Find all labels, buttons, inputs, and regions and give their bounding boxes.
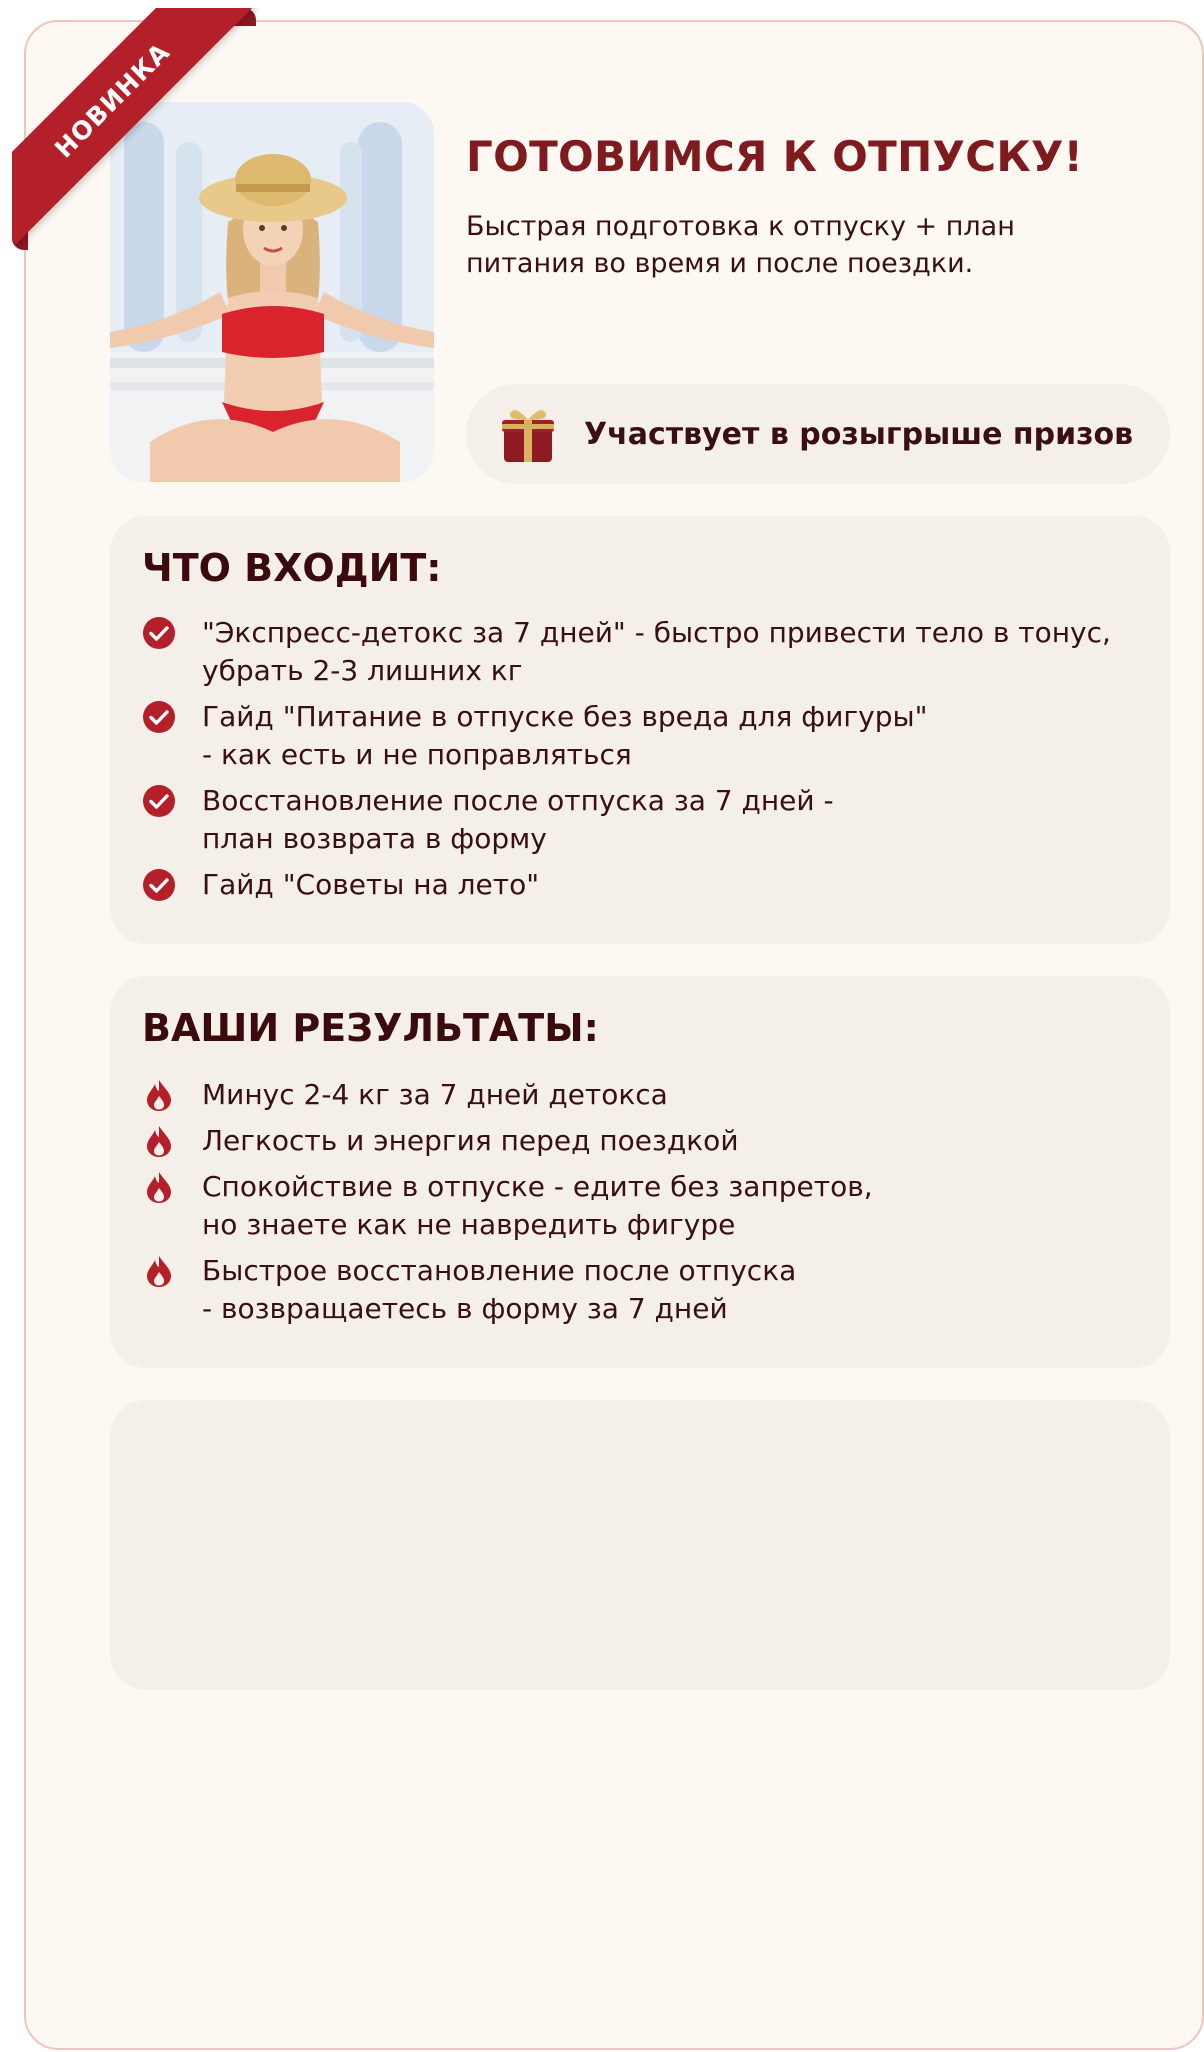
includes-panel bbox=[110, 516, 1170, 944]
list-item bbox=[142, 866, 1150, 904]
new-badge-label: НОВИНКА bbox=[48, 36, 176, 164]
list-item-text: "Экспресс-детокс за 7 дней" - быстро привести тело в тонус, убрать 2-3 лишних кг bbox=[202, 616, 1111, 687]
list-item bbox=[142, 698, 1150, 774]
page-title: ГОТОВИМСЯ К ОТПУСКУ! bbox=[466, 132, 1084, 181]
prize-pill bbox=[466, 384, 1170, 484]
flame-icon bbox=[142, 1078, 176, 1112]
new-badge bbox=[12, 8, 262, 258]
list-item bbox=[142, 1252, 1150, 1328]
flame-icon bbox=[142, 1254, 176, 1288]
list-item bbox=[142, 782, 1150, 858]
empty-panel bbox=[110, 1400, 1170, 1690]
product-card bbox=[24, 20, 1204, 2050]
list-item bbox=[142, 614, 1150, 690]
page-subtitle: Быстрая подготовка к отпуску + план питания во время и после поездки. bbox=[466, 211, 1015, 279]
list-item-text: Восстановление после отпуска за 7 дней - план возврата в форму bbox=[202, 784, 834, 855]
list-item-text: Легкость и энергия перед поездкой bbox=[202, 1124, 739, 1157]
check-circle-icon bbox=[142, 616, 176, 650]
check-circle-icon bbox=[142, 868, 176, 902]
list-item bbox=[142, 1122, 1150, 1160]
includes-list bbox=[142, 614, 1150, 912]
list-item bbox=[142, 1076, 1150, 1114]
list-item-text: Быстрое восстановление после отпуска - возвращаетесь в форму за 7 дней bbox=[202, 1254, 797, 1325]
list-item-text: Спокойствие в отпуске - едите без запретов, но знаете как не навредить фигуре bbox=[202, 1170, 873, 1241]
includes-heading: ЧТО ВХОДИТ: bbox=[142, 546, 442, 590]
results-list bbox=[142, 1076, 1150, 1336]
results-heading: ВАШИ РЕЗУЛЬТАТЫ: bbox=[142, 1006, 599, 1050]
results-panel bbox=[110, 976, 1170, 1368]
flame-icon bbox=[142, 1170, 176, 1204]
prize-label: Участвует в розыгрыше призов bbox=[584, 416, 1134, 452]
check-circle-icon bbox=[142, 700, 176, 734]
list-item bbox=[142, 1168, 1150, 1244]
check-circle-icon bbox=[142, 784, 176, 818]
list-item-text: Гайд "Советы на лето" bbox=[202, 868, 540, 901]
gift-icon bbox=[496, 402, 560, 466]
list-item-text: Минус 2-4 кг за 7 дней детокса bbox=[202, 1078, 668, 1111]
new-badge-ribbon bbox=[12, 8, 256, 244]
list-item-text: Гайд "Питание в отпуске без вреда для фигуры" - как есть и не поправляться bbox=[202, 700, 928, 771]
flame-icon bbox=[142, 1124, 176, 1158]
